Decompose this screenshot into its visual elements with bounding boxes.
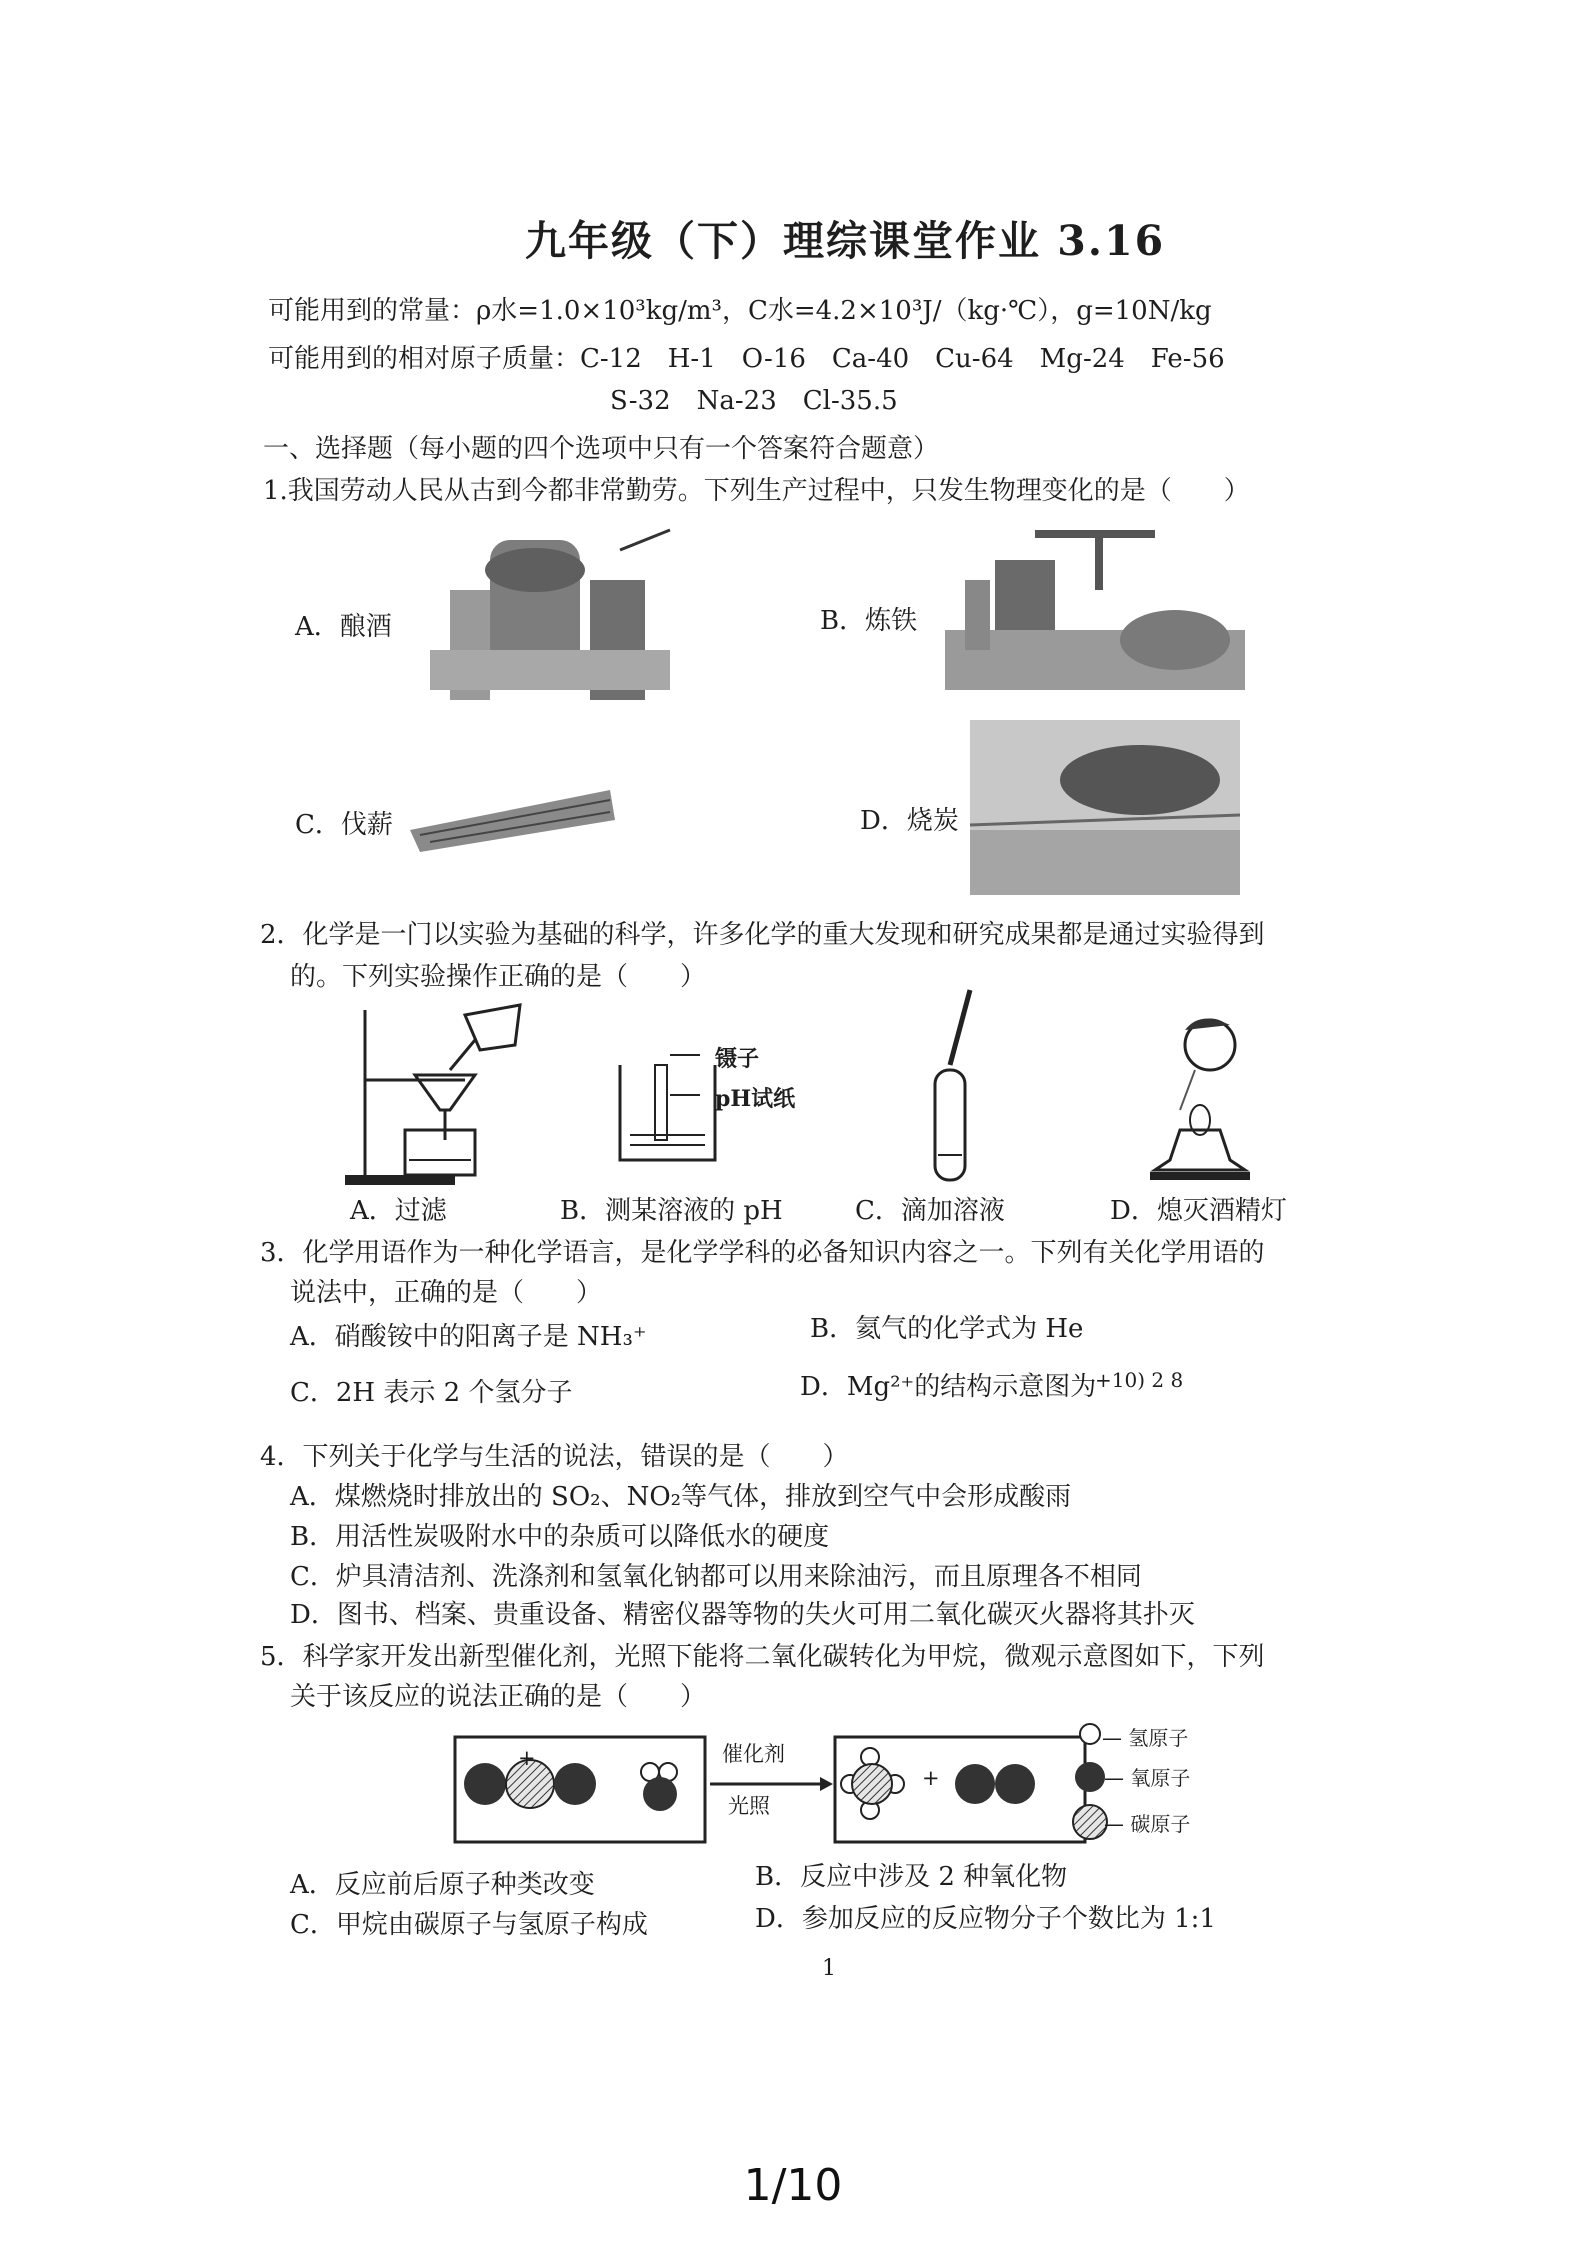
q5-option-c: C．甲烷由碳原子与氢原子构成 xyxy=(290,1910,648,1940)
ph-test-diagram xyxy=(615,1045,725,1165)
legend-carbon-icon xyxy=(1073,1805,1107,1839)
page-indicator: 1/10 xyxy=(743,2160,843,2211)
mg-ion-structure-diagram: +10) 2 8 xyxy=(1095,1368,1184,1392)
reaction-diagram xyxy=(455,1722,1215,1847)
q3-option-c: C．2H 表示 2 个氢分子 xyxy=(290,1378,573,1408)
constants-line-3: S-32 Na-23 Cl-35.5 xyxy=(610,386,898,416)
ph-paper-label: pH试纸 xyxy=(715,1086,796,1112)
scan-page-number: 1 xyxy=(822,1956,836,1981)
q5-option-d: D．参加反应的反应物分子个数比为 1:1 xyxy=(755,1904,1216,1934)
q1-option-b: B．炼铁 xyxy=(820,606,918,636)
q4-option-d: D．图书、档案、贵重设备、精密仪器等物的失火可用二氧化碳灭火器将其扑灭 xyxy=(290,1600,1195,1630)
tweezers-label: 镊子 xyxy=(715,1046,760,1072)
page-title: 九年级（下）理综课堂作业 3.16 xyxy=(525,217,1166,265)
q3-stem-line-2: 说法中，正确的是（ ） xyxy=(290,1278,603,1308)
catalyst-label: 催化剂 xyxy=(722,1742,785,1766)
oxygen-atom xyxy=(955,1764,995,1804)
q4-option-b: B．用活性炭吸附水中的杂质可以降低水的硬度 xyxy=(290,1522,830,1552)
filtration-diagram xyxy=(345,1000,535,1200)
q5-option-b: B．反应中涉及 2 种氧化物 xyxy=(755,1862,1068,1892)
oxygen-atom xyxy=(554,1763,596,1805)
oxygen-atom xyxy=(643,1777,677,1811)
q2-stem-line-2: 的。下列实验操作正确的是（ ） xyxy=(290,962,707,992)
q4-option-a: A．煤燃烧时排放出的 SO₂、NO₂等气体，排放到空气中会形成酸雨 xyxy=(290,1482,1072,1512)
reactants-plus: + xyxy=(518,1746,536,1770)
q2-option-d: D．熄灭酒精灯 xyxy=(1110,1196,1287,1226)
q1-option-a: A．酿酒 xyxy=(295,612,392,642)
oxygen-atom xyxy=(995,1764,1035,1804)
q1-option-d: D．烧炭 xyxy=(860,806,959,836)
carbon-atom xyxy=(852,1764,892,1804)
section-heading: 一、选择题（每小题的四个选项中只有一个答案符合题意） xyxy=(263,434,940,464)
q2-option-b: B．测某溶液的 pH xyxy=(560,1196,783,1226)
legend-oxygen: — 氧原子 xyxy=(1104,1766,1191,1790)
q2-option-c: C．滴加溶液 xyxy=(855,1196,1005,1226)
constants-line-1: 可能用到的常量：ρ水=1.0×10³kg/m³，C水=4.2×10³J/（kg·℃），g=10N/kg xyxy=(268,296,1212,326)
q2-stem-line-1: 2．化学是一门以实验为基础的科学，许多化学的重大发现和研究成果都是通过实验得到 xyxy=(260,920,1265,950)
oxygen-atom xyxy=(464,1763,506,1805)
q5-stem-line-2: 关于该反应的说法正确的是（ ） xyxy=(290,1682,707,1712)
light-label: 光照 xyxy=(728,1794,770,1818)
q5-option-a: A．反应前后原子种类改变 xyxy=(290,1870,595,1900)
q4-option-c: C．炉具清洁剂、洗涤剂和氢氧化钠都可以用来除油污，而且原理各不相同 xyxy=(290,1562,1142,1592)
firewood-image xyxy=(410,790,620,860)
products-plus: + xyxy=(922,1766,940,1790)
q2-option-a: A．过滤 xyxy=(350,1196,447,1226)
q1-stem: 1.我国劳动人民从古到今都非常勤劳。下列生产过程中，只发生物理变化的是（ ） xyxy=(263,476,1250,506)
legend-hydrogen-icon xyxy=(1080,1724,1100,1744)
alcohol-lamp-diagram xyxy=(1145,1010,1255,1190)
legend-hydrogen: — 氢原子 xyxy=(1102,1726,1189,1750)
q3-stem-line-1: 3．化学用语作为一种化学语言，是化学学科的必备知识内容之一。下列有关化学用语的 xyxy=(260,1238,1265,1268)
ironmaking-image xyxy=(945,520,1245,700)
dropper-diagram xyxy=(920,985,1000,1190)
brewing-image xyxy=(430,530,680,710)
q5-stem-line-1: 5．科学家开发出新型催化剂，光照下能将二氧化碳转化为甲烷，微观示意图如下，下列 xyxy=(260,1642,1265,1672)
constants-line-2: 可能用到的相对原子质量：C-12 H-1 O-16 Ca-40 Cu-64 Mg-24 Fe-56 xyxy=(268,344,1225,374)
q3-option-d: D．Mg²⁺的结构示意图为 xyxy=(800,1372,1097,1402)
legend-carbon: — 碳原子 xyxy=(1104,1812,1191,1836)
legend-oxygen-icon xyxy=(1075,1762,1105,1792)
q1-option-c: C．伐薪 xyxy=(295,810,393,840)
q3-option-a: A．硝酸铵中的阳离子是 NH₃⁺ xyxy=(290,1322,647,1352)
q4-stem: 4．下列关于化学与生活的说法，错误的是（ ） xyxy=(260,1442,849,1472)
charcoal-image xyxy=(970,720,1240,895)
q3-option-b: B．氦气的化学式为 He xyxy=(810,1314,1084,1344)
